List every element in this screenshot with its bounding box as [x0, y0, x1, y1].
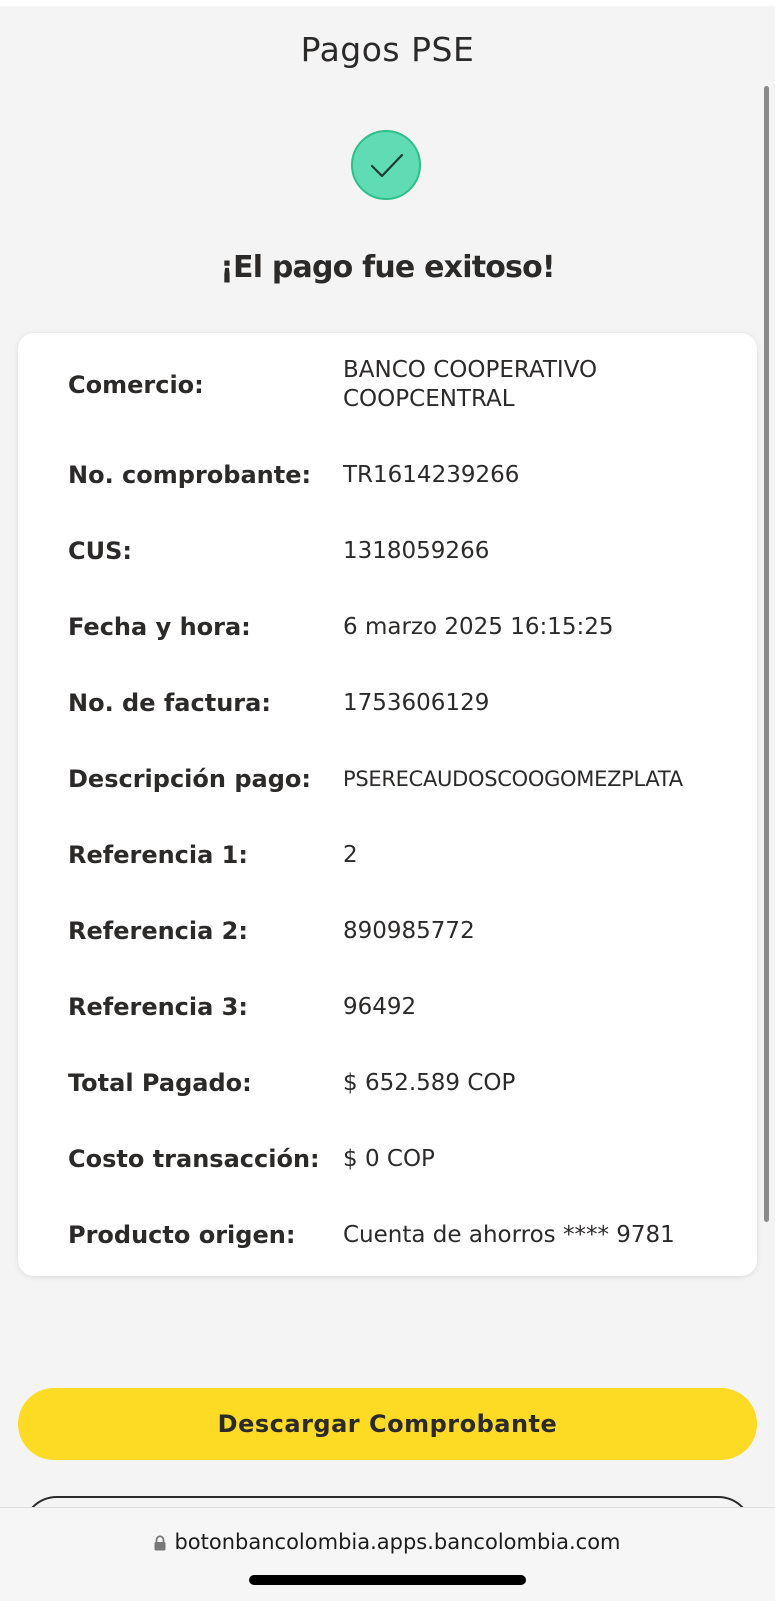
detail-value: 2 [343, 842, 358, 868]
download-receipt-button[interactable]: Descargar Comprobante [18, 1388, 757, 1460]
detail-value: PSERECAUDOSCOOGOMEZPLATA [343, 767, 683, 791]
detail-value: 96492 [343, 994, 417, 1020]
detail-label: Total Pagado: [68, 1069, 252, 1097]
top-strip [0, 0, 775, 6]
browser-address-bar[interactable] [0, 1507, 775, 1601]
detail-label: CUS: [68, 537, 132, 565]
detail-label: Referencia 1: [68, 841, 248, 869]
detail-label: Comercio: [68, 371, 204, 399]
checkmark-icon [369, 150, 405, 182]
detail-label: Descripción pago: [68, 765, 311, 793]
detail-label: Producto origen: [68, 1221, 296, 1249]
detail-value: 1753606129 [343, 690, 490, 716]
payment-detail-card [18, 333, 757, 1276]
detail-value: $ 0 COP [343, 1146, 435, 1172]
detail-label: Fecha y hora: [68, 613, 251, 641]
page-title: Pagos PSE [300, 30, 475, 69]
detail-label: Referencia 3: [68, 993, 248, 1021]
detail-value: TR1614239266 [343, 462, 520, 488]
detail-value: BANCO COOPERATIVO COOPCENTRAL [343, 357, 598, 412]
detail-value: Cuenta de ahorros **** 9781 [343, 1222, 675, 1248]
detail-label: Referencia 2: [68, 917, 248, 945]
detail-value: 6 marzo 2025 16:15:25 [343, 614, 614, 640]
detail-label: No. comprobante: [68, 461, 312, 489]
lock-icon [154, 1532, 166, 1556]
home-indicator[interactable] [249, 1575, 526, 1585]
url-text: botonbancolombia.apps.bancolombia.com [174, 1530, 621, 1554]
url-row[interactable] [0, 1530, 775, 1556]
detail-label: No. de factura: [68, 689, 271, 717]
detail-value: 1318059266 [343, 538, 490, 564]
detail-label: Costo transacción: [68, 1145, 320, 1173]
detail-value: 890985772 [343, 918, 475, 944]
detail-value: $ 652.589 COP [343, 1070, 516, 1096]
success-message: ¡El pago fue exitoso! [220, 250, 555, 285]
success-badge [351, 130, 421, 200]
